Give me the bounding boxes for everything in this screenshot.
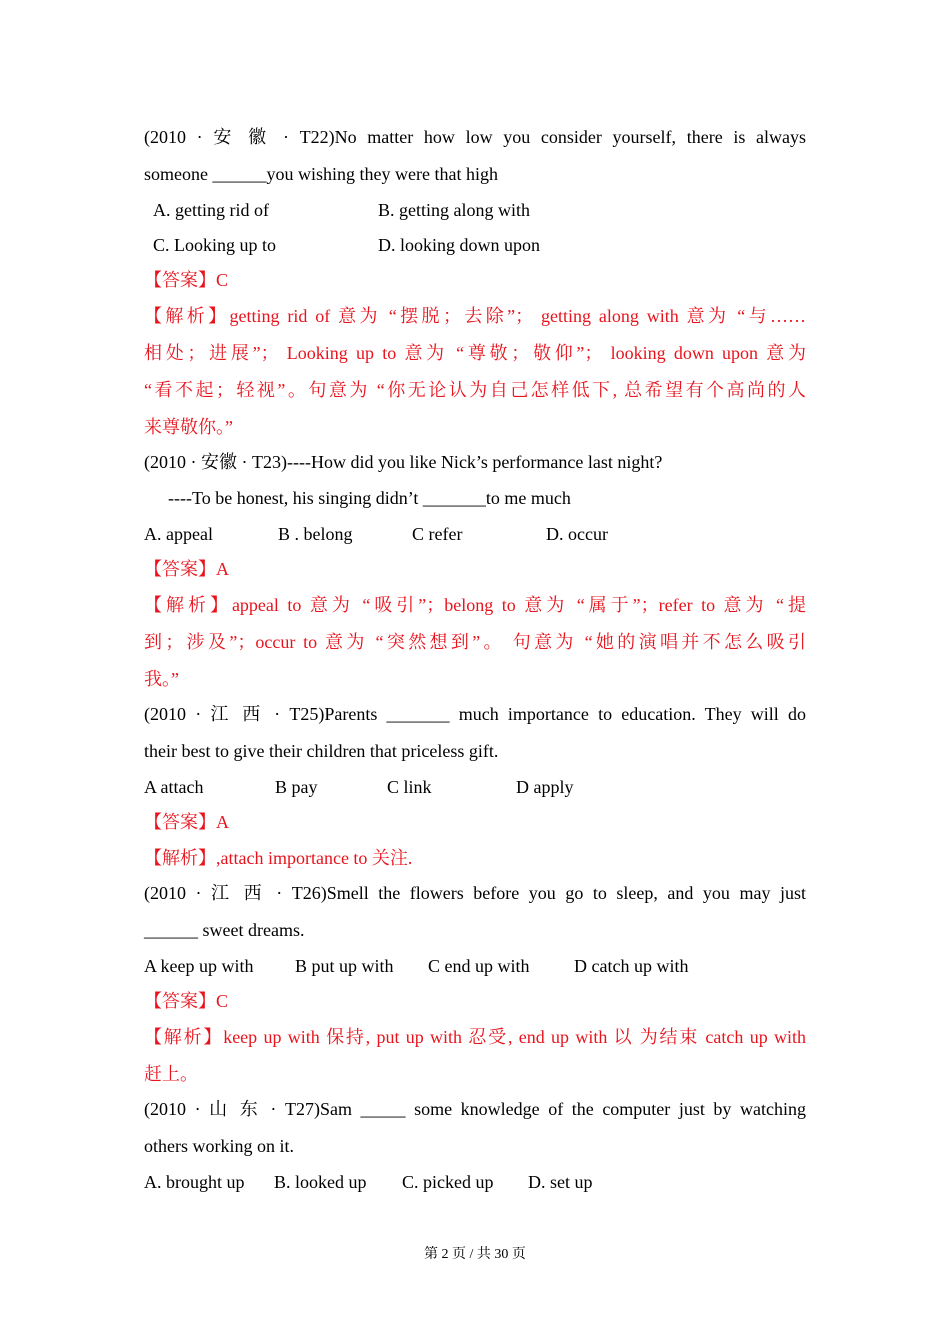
q23-stem-line2: ----To be honest, his singing didn’t _______to me much bbox=[168, 488, 571, 508]
q26-explanation-line1: 【解析】keep up with 保持, put up with 忍受, end up with 以 为结束 catch up with bbox=[144, 1027, 806, 1047]
q25-answer: 【答案】A bbox=[144, 812, 229, 832]
q23-explanation-line1: 【解析】appeal to 意为 “吸引”；belong to 意为 “属于”；refer to 意为 “提 bbox=[144, 595, 806, 615]
q23-option-c: C refer bbox=[412, 524, 463, 544]
q23-option-d: D. occur bbox=[546, 524, 608, 544]
q22-explanation-line2: 相处；进展”； Looking up to 意为 “尊敬；敬仰”； looking down upon 意为 bbox=[144, 343, 806, 363]
q23-option-a: A. appeal bbox=[144, 524, 213, 544]
q27-stem-line1: (2010 · 山 东 · T27)Sam _____ some knowledge of the computer just by watching bbox=[144, 1099, 806, 1119]
q26-option-d: D catch up with bbox=[574, 956, 689, 976]
q26-option-b: B put up with bbox=[295, 956, 394, 976]
q23-answer: 【答案】A bbox=[144, 559, 229, 579]
q22-explanation-line3: “看不起；轻视”。句意为 “你无论认为自己怎样低下, 总希望有个高尚的人 bbox=[144, 380, 806, 400]
q25-stem-line2: their best to give their children that priceless gift. bbox=[144, 741, 499, 761]
q23-explanation-line3: 我。” bbox=[144, 669, 179, 689]
q22-option-c: C. Looking up to bbox=[153, 235, 277, 255]
q27-option-b: B. looked up bbox=[274, 1172, 367, 1192]
q23-stem-line1: (2010 · 安徽 · T23)----How did you like Nick’s performance last night? bbox=[144, 452, 663, 472]
q25-explanation: 【解析】,attach importance to 关注. bbox=[144, 848, 413, 868]
q22-answer: 【答案】C bbox=[144, 270, 229, 290]
q27-option-c: C. picked up bbox=[402, 1172, 494, 1192]
q25-option-a: A attach bbox=[144, 777, 204, 797]
q22-explanation-line1: 【解析】getting rid of 意为 “摆脱；去除”； getting along with 意为 “与…… bbox=[144, 306, 806, 326]
q27-option-a: A. brought up bbox=[144, 1172, 245, 1192]
q22-stem-line2: someone ______you wishing they were that high bbox=[144, 164, 498, 184]
q26-explanation-line2: 赶上。 bbox=[144, 1064, 198, 1084]
q23-option-b: B . belong bbox=[278, 524, 353, 544]
q22-option-a: A. getting rid of bbox=[153, 200, 269, 220]
q26-option-a: A keep up with bbox=[144, 956, 254, 976]
q26-stem-line2: ______ sweet dreams. bbox=[144, 920, 305, 940]
q27-stem-line2: others working on it. bbox=[144, 1136, 294, 1156]
q25-option-c: C link bbox=[387, 777, 432, 797]
q23-explanation-line2: 到；涉及”；occur to 意为 “突然想到”。 句意为 “她的演唱并不怎么吸引 bbox=[144, 632, 806, 652]
q25-option-b: B pay bbox=[275, 777, 318, 797]
q26-option-c: C end up with bbox=[428, 956, 530, 976]
page-number-footer: 第 2 页 / 共 30 页 bbox=[424, 1247, 526, 1262]
q27-option-d: D. set up bbox=[528, 1172, 593, 1192]
q26-stem-line1: (2010 · 江 西 · T26)Smell the flowers before you go to sleep, and you may just bbox=[144, 883, 806, 903]
q22-explanation-line4: 来尊敬你。” bbox=[144, 417, 233, 437]
q22-option-d: D. looking down upon bbox=[378, 235, 540, 255]
q25-option-d: D apply bbox=[516, 777, 574, 797]
q26-answer: 【答案】C bbox=[144, 991, 229, 1011]
q25-stem-line1: (2010 · 江 西 · T25)Parents _______ much importance to education. They will do bbox=[144, 704, 806, 724]
q22-option-b: B. getting along with bbox=[378, 200, 530, 220]
q22-stem-line1: (2010 · 安 徽 · T22)No matter how low you consider yourself, there is always bbox=[144, 127, 806, 147]
